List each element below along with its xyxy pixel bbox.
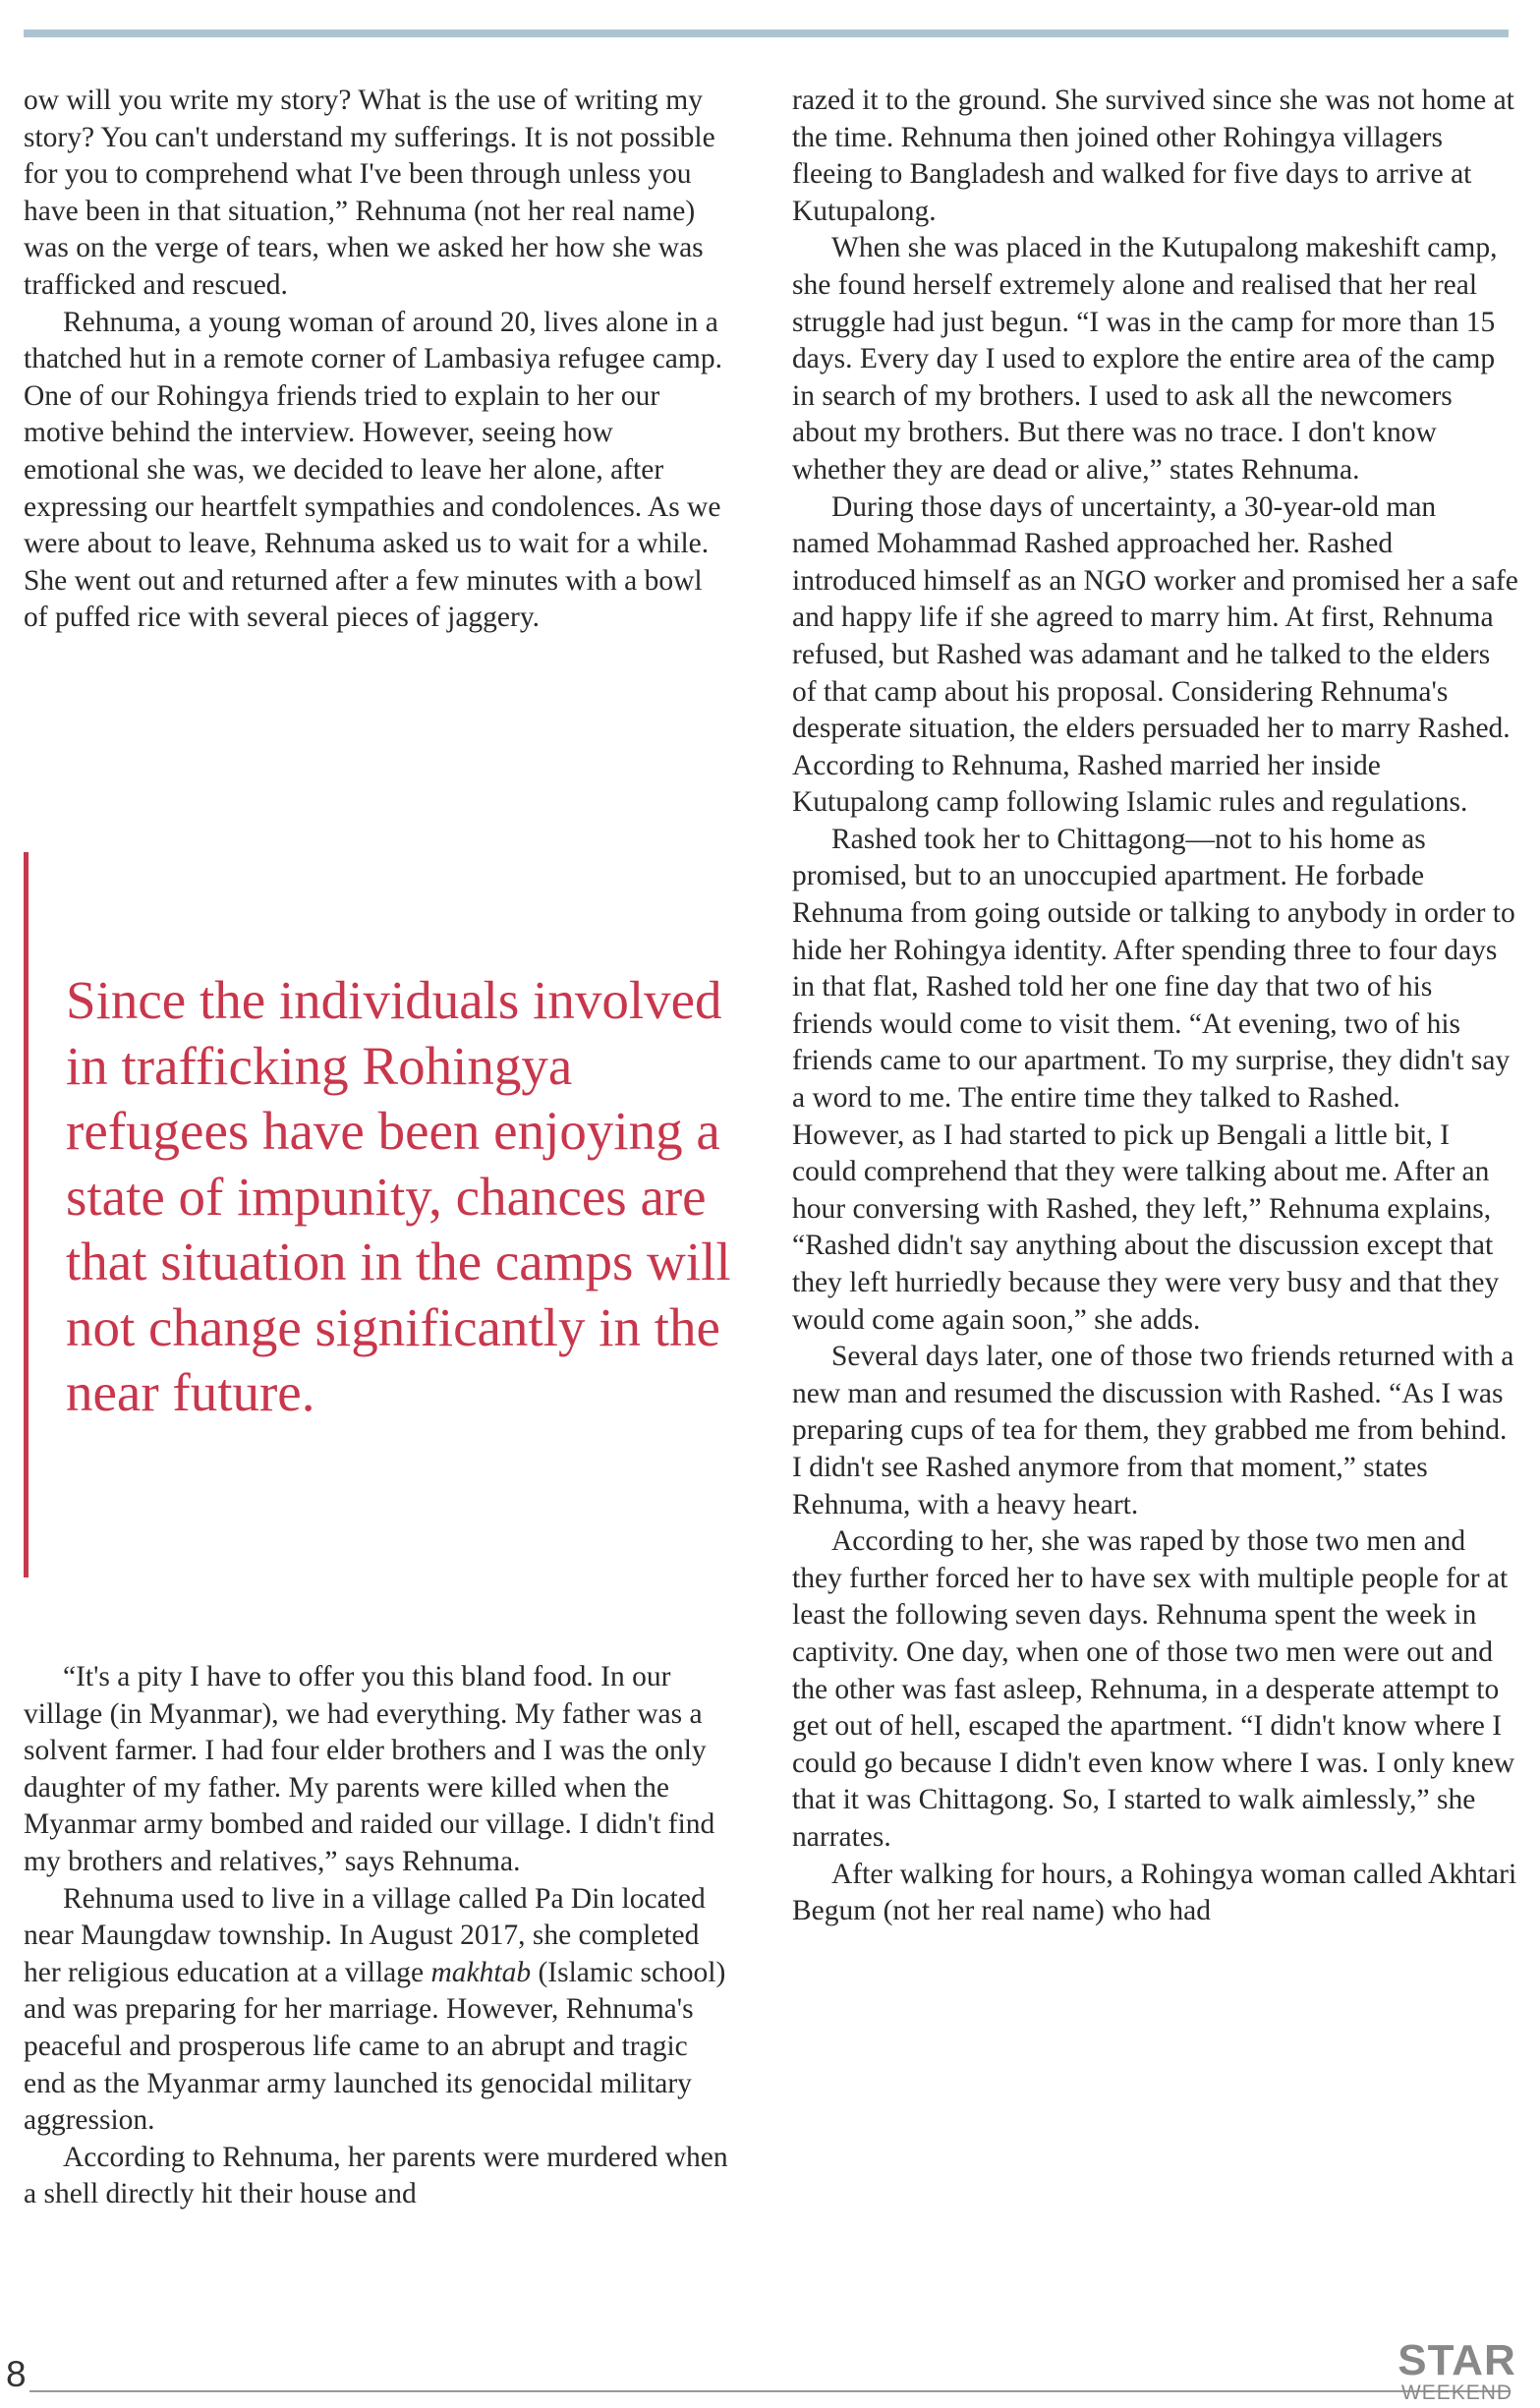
page-number: 8 (6, 2354, 27, 2394)
pull-quote: Since the individuals involved in trafficking Rohingya refugees have been enjoying a state of impunity, chances are that situation in the camps will not change significantly in the near future. (66, 970, 731, 1422)
star-weekend-logo (1396, 2336, 1518, 2404)
article-paragraph: “It's a pity I have to offer you this bland food. In our village (in Myanmar), we had everything. My father was a solvent farmer. I had four elder brothers and I was the only daughter of my father. My parents were killed when the Myanmar army bombed and raided our village. I didn't find my brothers and relatives,” says Rehnuma. (24, 1661, 715, 1877)
article-paragraph: ow will you write my story? What is the use of writing my story? You can't understand my sufferings. It is not possible for you to comprehend what I've been through unless you have been in that situation,” Rehnuma (not her real name) was on the verge of tears, when we asked her how she was trafficked and rescued. (24, 85, 715, 301)
logo-star-text: STAR (1397, 2336, 1516, 2384)
paragraph-text: Rehnuma used to live in a village called Pa Din located near Maungdaw township. In August 2017, she completed her religious education at a village (24, 1882, 706, 1988)
article-paragraph: razed it to the ground. She survived since she was not home at the time. Rehnuma then joined other Rohingya villagers fleeing to Bangladesh and walked for five days to arrive at Kutupalong. (792, 85, 1514, 227)
article-paragraph: During those days of uncertainty, a 30-year-old man named Mohammad Rashed approached her. Rashed introduced himself as an NGO worker and promised her a safe and happy life if she agreed to marry him. At first, Rehnuma refused, but Rashed was adamant and he talked to the elders of that camp about his proposal. Considering Rehnuma's desperate situation, the elders persuaded her to marry Rashed. According to Rehnuma, Rashed married her inside Kutupalong camp following Islamic rules and regulations. (792, 490, 1518, 819)
top-rule (24, 29, 1509, 37)
logo-weekend-text: WEEKEND (1400, 2381, 1513, 2404)
bottom-rule (29, 2390, 1509, 2392)
article-paragraph: Several days later, one of those two friends returned with a new man and resumed the discussion with Rashed. “As I was preparing cups of tea for them, they grabbed me from behind. I didn't see Rashed anymore from that moment,” states Rehnuma, with a heavy heart. (792, 1341, 1514, 1520)
article-paragraph: Rashed took her to Chittagong—not to his home as promised, but to an unoccupied apartment. He forbade Rehnuma from going outside or talking to anybody in order to hide her Rohingya identity. After spending three to four days in that flat, Rashed told her one fine day that two of his friends would come to visit them. “At evening, two of his friends came to our apartment. To my surprise, they didn't say a word to me. The entire time they talked to Rashed. However, as I had started to pick up Bengali a little bit, I could comprehend that they were talking about me. After an hour conversing with Rashed, they left,” Rehnuma explains, “Rashed didn't say anything about the discussion except that they left hurriedly because they were very busy and that they would come again soon,” she adds. (792, 823, 1515, 1336)
article-paragraph: According to Rehnuma, her parents were murdered when a shell directly hit their house and (24, 2141, 728, 2210)
left-column-top (24, 83, 731, 637)
article-paragraph: Rehnuma, a young woman of around 20, lives alone in a thatched hut in a remote corner of Lambasiya refugee camp. One of our Rohingya friends tried to explain to her our motive behind the interview. However, seeing how emotional she was, we decided to leave her alone, after expressing our heartfelt sympathies and condolences. As we were about to leave, Rehnuma asked us to wait for a while. She went out and returned after a few minutes with a bowl of puffed rice with several pieces of jaggery. (24, 306, 722, 634)
italic-term: makhtab (430, 1956, 532, 1988)
article-paragraph: After walking for hours, a Rohingya woman called Akhtari Begum (not her real name) who had (792, 1858, 1517, 1927)
article-paragraph: According to her, she was raped by those two men and they further forced her to have sex with multiple people for at least the following seven days. Rehnuma spent the week in captivity. One day, when one of those two men were out and the other was fast asleep, Rehnuma, in a desperate attempt to get out of hell, escaped the apartment. “I didn't know where I could go because I didn't even know where I was. I only knew that it was Chittagong. So, I started to walk aimlessly,” she narrates. (792, 1525, 1515, 1853)
left-column-bottom (24, 1659, 731, 2213)
article-paragraph: When she was placed in the Kutupalong makeshift camp, she found herself extremely alone and realised that her real struggle had just begun. “I was in the camp for more than 15 days. Every day I used to explore the entire area of the camp in search of my brothers. I used to ask all the newcomers about my brothers. But there was no trace. I don't know whether they are dead or alive,” states Rehnuma. (792, 232, 1498, 486)
article-paragraph (24, 1881, 731, 2140)
pull-quote-bar (24, 852, 29, 1577)
right-column (792, 83, 1519, 1930)
paragraph-text: (Islamic school) and was preparing for her marriage. However, Rehnuma's peaceful and prosperous life came to an abrupt and tragic end as the Myanmar army launched its genocidal military aggression. (24, 1956, 726, 2137)
